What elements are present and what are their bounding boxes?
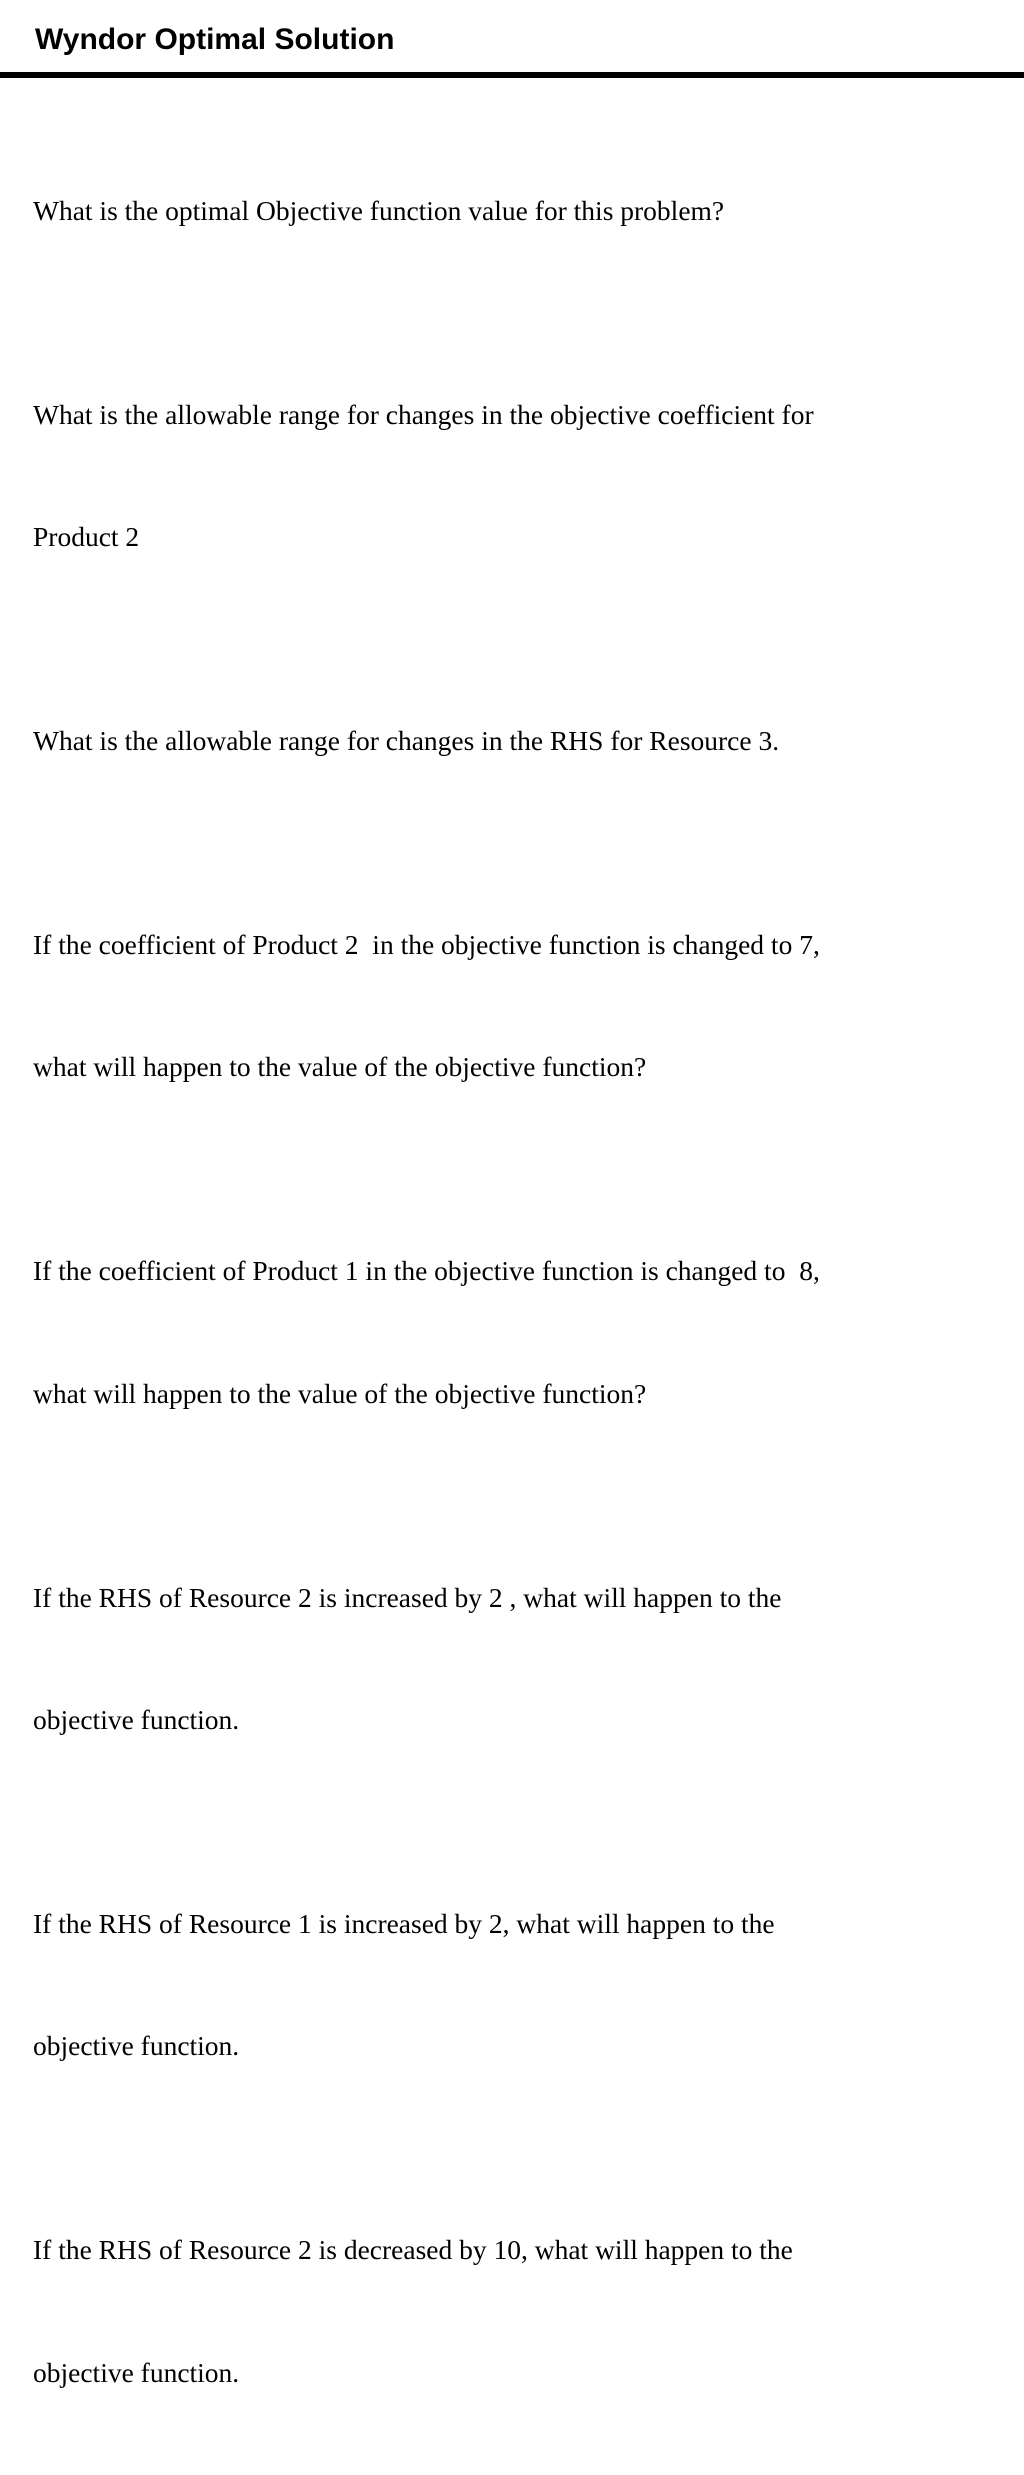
question-line: what will happen to the value of the objective function?: [33, 1051, 647, 1083]
question-item: [33, 109, 1013, 313]
question-item: [33, 843, 1013, 1169]
question-line: If the RHS of Resource 2 is decreased by 10, what will happen to the: [33, 2234, 793, 2266]
question-item: [33, 1496, 1013, 1822]
question-line: If the RHS of Resource 2 is increased by 2 , what will happen to the: [33, 1581, 782, 1613]
question-line: objective function.: [33, 2356, 240, 2388]
question-line: What is the allowable range for changes in the RHS for Resource 3.: [33, 724, 780, 756]
question-item: [33, 1170, 1013, 1496]
question-item: [33, 2149, 1013, 2475]
question-line: objective function.: [33, 2030, 240, 2062]
question-item: [33, 313, 1013, 639]
question-line: If the coefficient of Product 2 in the objective function is changed to 7,: [33, 928, 820, 960]
question-line: what will happen to the value of the objective function?: [33, 1377, 647, 1409]
question-list: [33, 109, 1013, 2475]
slide-title: Wyndor Optimal Solution: [35, 23, 395, 56]
question-line: Product 2: [33, 520, 140, 552]
question-line: What is the optimal Objective function value for this problem?: [33, 194, 725, 226]
question-line: If the coefficient of Product 1 in the objective function is changed to 8,: [33, 1255, 820, 1287]
title-divider: [0, 72, 1024, 78]
question-item: [33, 1822, 1013, 2148]
question-item: [33, 639, 1013, 843]
question-line: objective function.: [33, 1704, 240, 1736]
question-line: What is the allowable range for changes in the objective coefficient for: [33, 398, 814, 430]
question-line: If the RHS of Resource 1 is increased by 2, what will happen to the: [33, 1908, 775, 1940]
